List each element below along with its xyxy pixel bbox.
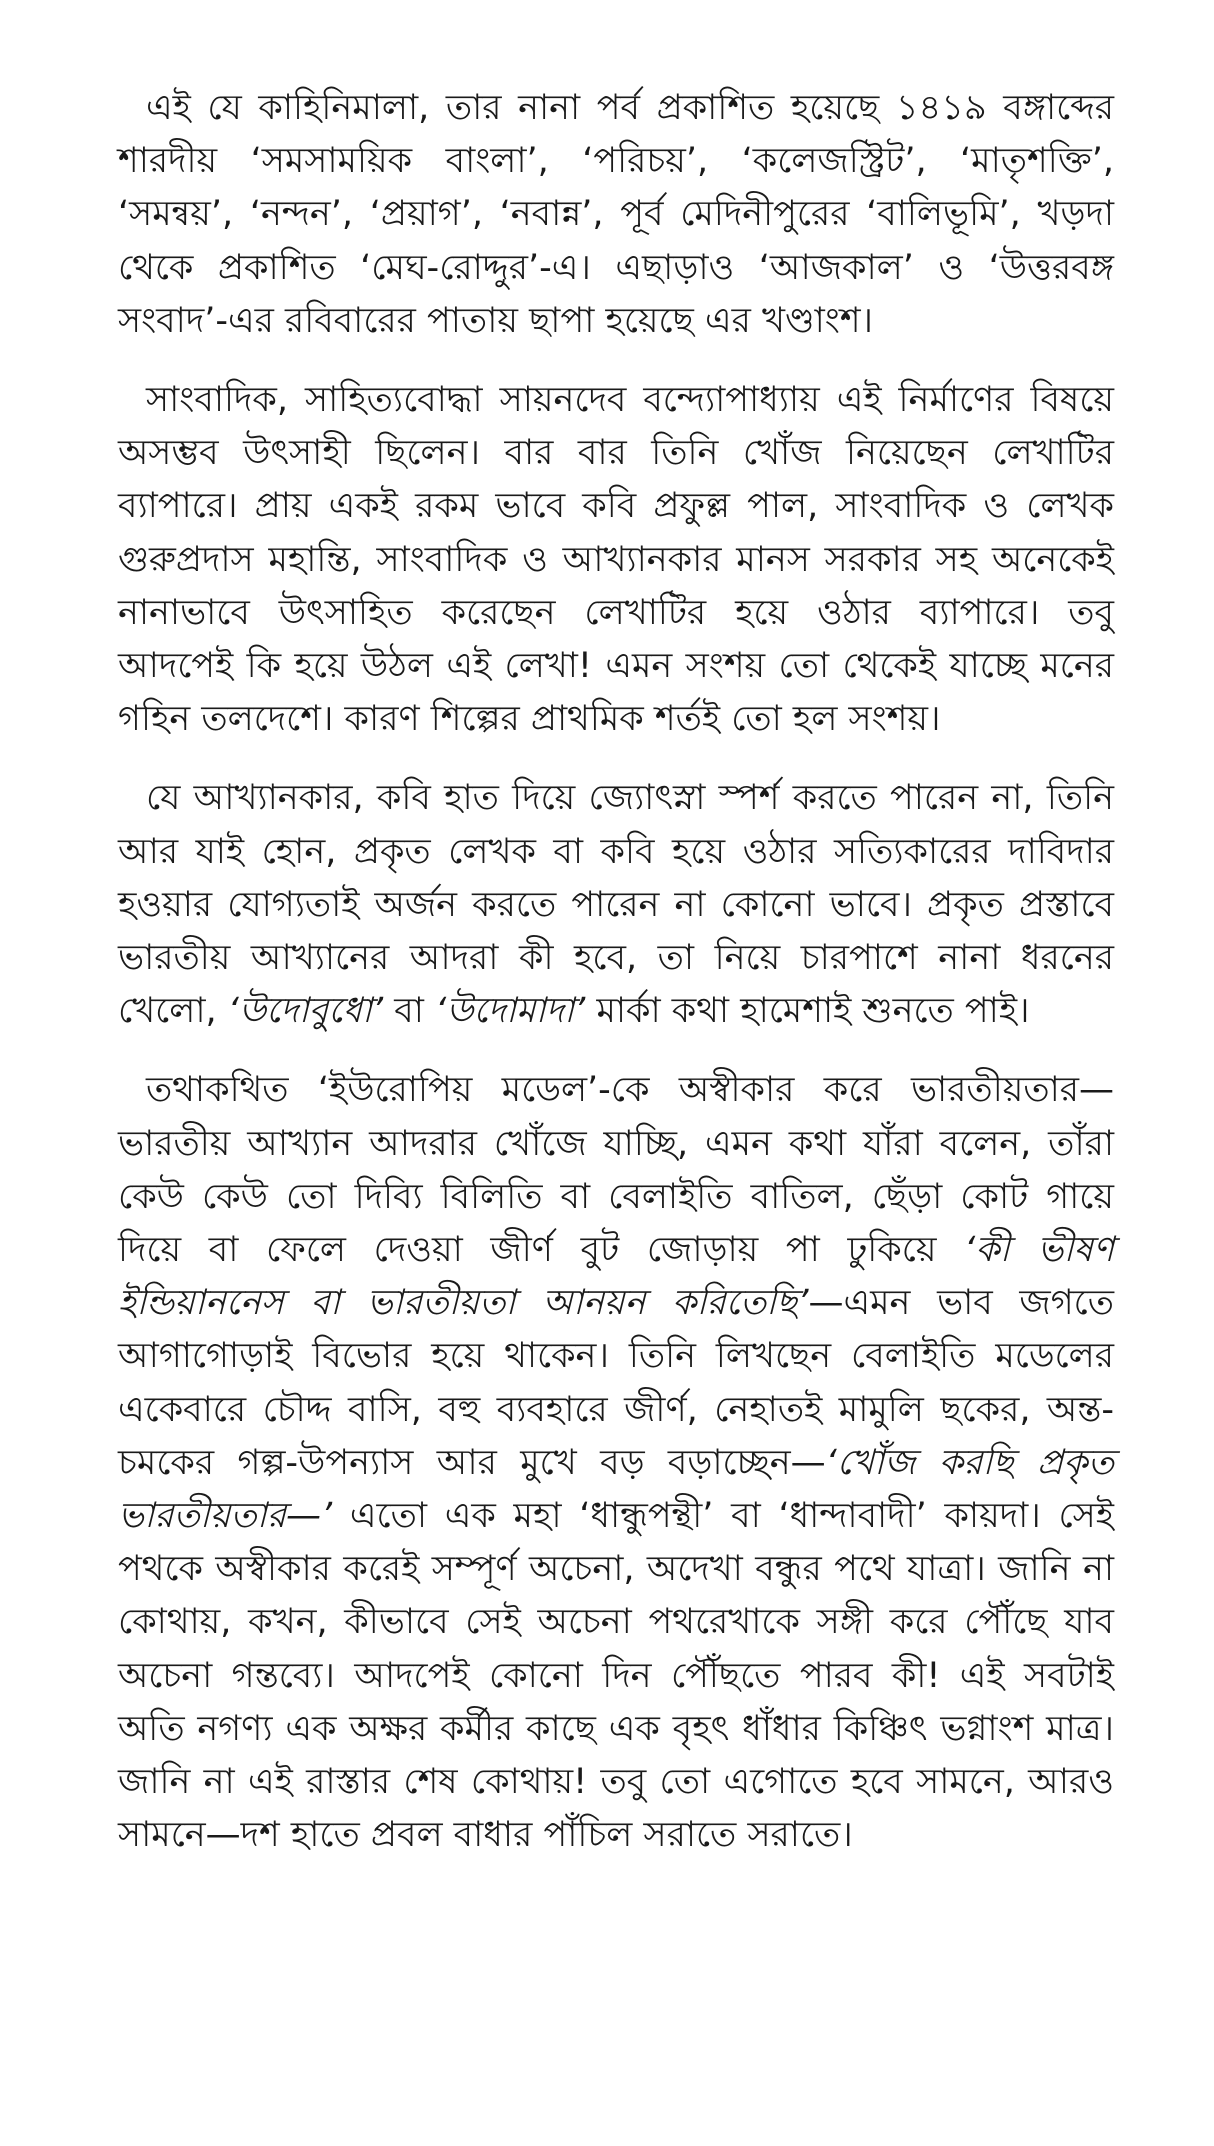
text-segment: এই যে কাহিনিমালা, তার নানা পর্ব প্রকাশিত হয়েছে ১৪১৯ বঙ্গাব্দের শারদীয় ‘সমসাময়িক বাংলা’, ‘পরিচয়’, ‘কলেজস্ট্রিট’, ‘মাতৃশক্তি’, ‘সমন্বয়’, ‘নন্দন’, ‘প্রয়াগ’, ‘নবান্ন’, পূর্ব মেদিনীপুরের ‘বালিভূমি’, খড়দা থেকে প্রকাশিত ‘মেঘ-রোদ্দুর’-এ। এছাড়াও ‘আজকাল’ ও ‘উত্তরবঙ্গ সংবাদ’-এর রবিবারের পাতায় ছাপা হয়েছে এর খণ্ডাংশ। <box>118 88 1114 341</box>
italic-phrase: ‘উদোবুধো’ <box>227 991 384 1032</box>
text-segment: এতো এক মহা ‘ধান্ধুপন্থী’ বা ‘ধান্দাবাদী’ কায়দা। সেই পথকে অস্বীকার করেই সম্পূর্ণ অচেনা, অদেখা বন্ধুর পথে যাত্রা। জানি না কোথায়, কখন, কীভাবে সেই অচেনা পথরেখাকে সঙ্গী করে পৌঁছে যাব অচেনা গন্তব্যে। আদপেই কোনো দিন পৌঁছতে পারব কী! এই সবটাই অতি নগণ্য এক অক্ষর কর্মীর কাছে এক বৃহৎ ধাঁধার কিঞ্চিৎ ভগ্নাংশ মাত্র। জানি না এই রাস্তার শেষ কোথায়! তবু তো এগোতে হবে সামনে, আরও সামনে—দশ হাতে প্রবল বাধার পাঁচিল সরাতে সরাতে। <box>118 1496 1114 1856</box>
italic-phrase: ‘খোঁজ করছি প্রকৃত ভারতীয়তার—’ <box>118 1442 1115 1537</box>
text-segment: মার্কা কথা হামেশাই শুনতে পাই। <box>585 991 1030 1032</box>
paragraph-european-model <box>118 1064 1114 1862</box>
paragraph-indian-narrative <box>118 772 1114 1038</box>
text-segment: সাংবাদিক, সাহিত্যবোদ্ধা সায়নদেব বন্দ্যোপাধ্যায় এই নির্মাণের বিষয়ে অসম্ভব উৎসাহী ছিলেন। বার বার তিনি খোঁজ নিয়েছেন লেখাটির ব্যাপারে। প্রায় একই রকম ভাবে কবি প্রফুল্ল পাল, সাংবাদিক ও লেখক গুরুপ্রদাস মহান্তি, সাংবাদিক ও আখ্যানকার মানস সরকার সহ অনেকেই নানাভাবে উৎসাহিত করেছেন লেখাটির হয়ে ওঠার ব্যাপারে। তবু আদপেই কি হয়ে উঠল এই লেখা! এমন সংশয় তো থেকেই যাচ্ছে মনের গহিন তলদেশে। কারণ শিল্পের প্রাথমিক শর্তই তো হল সংশয়। <box>118 380 1114 740</box>
text-segment: তথাকথিত ‘ইউরোপিয় মডেল’-কে অস্বীকার করে ভারতীয়তার—ভারতীয় আখ্যান আদরার খোঁজে যাচ্ছি, এমন কথা যাঁরা বলেন, তাঁরা কেউ কেউ তো দিব্যি বিলিতি বা বেলাইতি বাতিল, ছেঁড়া কোট গায়ে দিয়ে বা ফেলে দেওয়া জীর্ণ বুট জোড়ায় পা ঢুকিয়ে <box>118 1070 1114 1271</box>
text-segment: বা <box>383 991 436 1032</box>
page-body-text <box>118 82 1114 1863</box>
italic-phrase: ‘উদোমাদা’ <box>435 991 586 1032</box>
text-segment: —এমন ভাব জগতে আগাগোড়াই বিভোর হয়ে থাকেন। তিনি লিখছেন বেলাইতি মডেলের একেবারে চৌদ্দ বাসি, বহু ব্যবহারে জীর্ণ, নেহাতই মামুলি ছকের, অন্ত-চমকের গল্প-উপন্যাস আর মুখে বড় বড়াচ্ছেন— <box>118 1283 1114 1483</box>
paragraph-acknowledgements <box>118 374 1114 746</box>
paragraph-publication-history <box>118 82 1114 348</box>
text-segment: যে আখ্যানকার, কবি হাত দিয়ে জ্যোৎস্না স্পর্শ করতে পারেন না, তিনি আর যাই হোন, প্রকৃত লেখক বা কবি হয়ে ওঠার সত্যিকারের দাবিদার হওয়ার যোগ্যতাই অর্জন করতে পারেন না কোনো ভাবে। প্রকৃত প্রস্তাবে ভারতীয় আখ্যানের আদরা কী হবে, তা নিয়ে চারপাশে নানা ধরনের খেলো, <box>118 778 1114 1032</box>
italic-phrase: ‘কী ভীষণ ইন্ডিয়াননেস বা ভারতীয়তা আনয়ন করিতেছি’ <box>118 1230 1114 1324</box>
